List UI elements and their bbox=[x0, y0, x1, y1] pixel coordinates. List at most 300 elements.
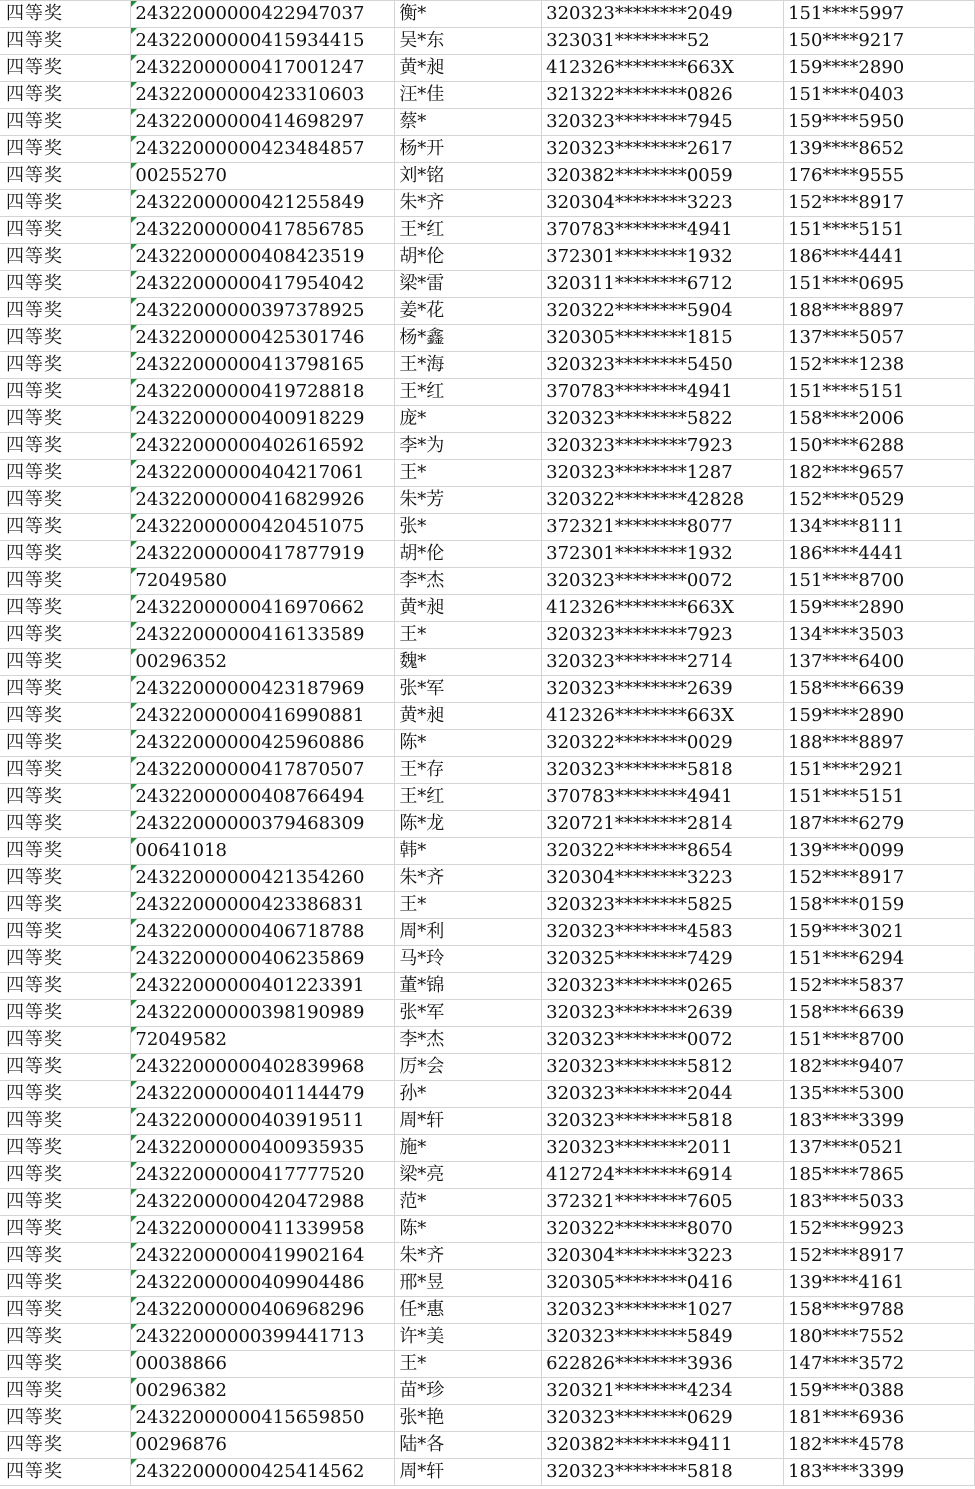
winner-name-cell[interactable]: 李*杰 bbox=[395, 1027, 542, 1054]
phone-cell[interactable]: 181****6936 bbox=[784, 1405, 975, 1432]
id-number-cell[interactable]: 320323********5812 bbox=[542, 1054, 784, 1081]
id-number-cell[interactable]: 320323********7945 bbox=[542, 109, 784, 136]
id-number-cell[interactable]: 323031********52 bbox=[542, 28, 784, 55]
winner-name-cell[interactable]: 姜*花 bbox=[395, 298, 542, 325]
ticket-number-cell[interactable]: 00255270 bbox=[131, 163, 395, 190]
winner-name-cell[interactable]: 朱*齐 bbox=[395, 865, 542, 892]
winner-name-cell[interactable]: 李*杰 bbox=[395, 568, 542, 595]
prize-cell[interactable]: 四等奖 bbox=[0, 109, 131, 136]
phone-cell[interactable]: 187****6279 bbox=[784, 811, 975, 838]
id-number-cell[interactable]: 412724********6914 bbox=[542, 1162, 784, 1189]
winner-name-cell[interactable]: 王*红 bbox=[395, 379, 542, 406]
ticket-number-cell[interactable]: 24322000000400918229 bbox=[131, 406, 395, 433]
ticket-number-cell[interactable]: 00296876 bbox=[131, 1432, 395, 1459]
ticket-number-cell[interactable]: 00641018 bbox=[131, 838, 395, 865]
ticket-number-cell[interactable]: 24322000000415659850 bbox=[131, 1405, 395, 1432]
ticket-number-cell[interactable]: 72049582 bbox=[131, 1027, 395, 1054]
ticket-number-cell[interactable]: 24322000000379468309 bbox=[131, 811, 395, 838]
prize-cell[interactable]: 四等奖 bbox=[0, 838, 131, 865]
phone-cell[interactable]: 159****2890 bbox=[784, 703, 975, 730]
id-number-cell[interactable]: 372321********7605 bbox=[542, 1189, 784, 1216]
ticket-number-cell[interactable]: 24322000000397378925 bbox=[131, 298, 395, 325]
id-number-cell[interactable]: 320323********2011 bbox=[542, 1135, 784, 1162]
phone-cell[interactable]: 159****2890 bbox=[784, 595, 975, 622]
table-row bbox=[0, 1459, 975, 1486]
phone-cell[interactable]: 176****9555 bbox=[784, 163, 975, 190]
id-number-cell[interactable]: 320304********3223 bbox=[542, 1243, 784, 1270]
prize-cell[interactable]: 四等奖 bbox=[0, 1, 131, 28]
phone-cell[interactable]: 182****9657 bbox=[784, 460, 975, 487]
id-number-cell[interactable]: 320323********5818 bbox=[542, 1108, 784, 1135]
prize-cell[interactable]: 四等奖 bbox=[0, 622, 131, 649]
winner-name-cell[interactable]: 朱*芳 bbox=[395, 487, 542, 514]
winner-name-cell[interactable]: 李*为 bbox=[395, 433, 542, 460]
phone-cell[interactable]: 183****3399 bbox=[784, 1459, 975, 1486]
prize-cell[interactable]: 四等奖 bbox=[0, 460, 131, 487]
prize-cell[interactable]: 四等奖 bbox=[0, 82, 131, 109]
id-number-cell[interactable]: 320323********7923 bbox=[542, 622, 784, 649]
phone-cell[interactable]: 151****0403 bbox=[784, 82, 975, 109]
ticket-number-cell[interactable]: 24322000000417870507 bbox=[131, 757, 395, 784]
winner-name-cell[interactable]: 王*红 bbox=[395, 217, 542, 244]
id-number-cell[interactable]: 320323********4583 bbox=[542, 919, 784, 946]
ticket-number-cell[interactable]: 24322000000414698297 bbox=[131, 109, 395, 136]
winner-name-cell[interactable]: 周*轩 bbox=[395, 1459, 542, 1486]
ticket-number-cell[interactable]: 24322000000401223391 bbox=[131, 973, 395, 1000]
phone-cell[interactable]: 182****4578 bbox=[784, 1432, 975, 1459]
ticket-number-cell[interactable]: 24322000000411339958 bbox=[131, 1216, 395, 1243]
prize-cell[interactable]: 四等奖 bbox=[0, 1027, 131, 1054]
ticket-number-cell[interactable]: 24322000000419902164 bbox=[131, 1243, 395, 1270]
id-number-cell[interactable]: 320323********2044 bbox=[542, 1081, 784, 1108]
id-number-cell[interactable]: 320382********0059 bbox=[542, 163, 784, 190]
id-number-cell[interactable]: 320323********5450 bbox=[542, 352, 784, 379]
table-row bbox=[0, 55, 975, 82]
prize-cell[interactable]: 四等奖 bbox=[0, 190, 131, 217]
winner-name-cell[interactable]: 张*军 bbox=[395, 1000, 542, 1027]
id-number-cell[interactable]: 370783********4941 bbox=[542, 784, 784, 811]
prize-cell[interactable]: 四等奖 bbox=[0, 514, 131, 541]
ticket-number-cell[interactable]: 24322000000416829926 bbox=[131, 487, 395, 514]
id-number-cell[interactable]: 412326********663X bbox=[542, 55, 784, 82]
ticket-number-cell[interactable]: 24322000000422947037 bbox=[131, 1, 395, 28]
id-number-cell[interactable]: 320323********5818 bbox=[542, 757, 784, 784]
phone-cell[interactable]: 152****8917 bbox=[784, 1243, 975, 1270]
phone-cell[interactable]: 159****5950 bbox=[784, 109, 975, 136]
phone-cell[interactable]: 152****0529 bbox=[784, 487, 975, 514]
prize-cell[interactable]: 四等奖 bbox=[0, 163, 131, 190]
table-row bbox=[0, 919, 975, 946]
phone-cell[interactable]: 151****6294 bbox=[784, 946, 975, 973]
winner-name-cell[interactable]: 魏* bbox=[395, 649, 542, 676]
ticket-number-cell[interactable]: 24322000000400935935 bbox=[131, 1135, 395, 1162]
prize-cell[interactable]: 四等奖 bbox=[0, 676, 131, 703]
ticket-number-cell[interactable]: 24322000000417954042 bbox=[131, 271, 395, 298]
table-row bbox=[0, 1081, 975, 1108]
winner-name-cell[interactable]: 许*美 bbox=[395, 1324, 542, 1351]
ticket-number-cell[interactable]: 24322000000423386831 bbox=[131, 892, 395, 919]
prize-cell[interactable]: 四等奖 bbox=[0, 1378, 131, 1405]
table-row bbox=[0, 892, 975, 919]
ticket-number-cell[interactable]: 24322000000409904486 bbox=[131, 1270, 395, 1297]
winner-name-cell[interactable]: 杨*开 bbox=[395, 136, 542, 163]
prize-cell[interactable]: 四等奖 bbox=[0, 244, 131, 271]
phone-cell[interactable]: 180****7552 bbox=[784, 1324, 975, 1351]
winner-name-cell[interactable]: 董*锦 bbox=[395, 973, 542, 1000]
prize-cell[interactable]: 四等奖 bbox=[0, 1081, 131, 1108]
prize-cell[interactable]: 四等奖 bbox=[0, 136, 131, 163]
id-number-cell[interactable]: 320321********4234 bbox=[542, 1378, 784, 1405]
id-number-cell[interactable]: 320323********5825 bbox=[542, 892, 784, 919]
prize-cell[interactable]: 四等奖 bbox=[0, 1432, 131, 1459]
phone-cell[interactable]: 158****9788 bbox=[784, 1297, 975, 1324]
table-row bbox=[0, 514, 975, 541]
ticket-number-cell[interactable]: 24322000000425301746 bbox=[131, 325, 395, 352]
ticket-number-cell[interactable]: 24322000000404217061 bbox=[131, 460, 395, 487]
prize-cell[interactable]: 四等奖 bbox=[0, 1000, 131, 1027]
phone-cell[interactable]: 159****2890 bbox=[784, 55, 975, 82]
id-number-cell[interactable]: 370783********4941 bbox=[542, 379, 784, 406]
winner-name-cell[interactable]: 吴*东 bbox=[395, 28, 542, 55]
ticket-number-cell[interactable]: 24322000000408766494 bbox=[131, 784, 395, 811]
id-number-cell[interactable]: 320323********5818 bbox=[542, 1459, 784, 1486]
id-number-cell[interactable]: 320323********5849 bbox=[542, 1324, 784, 1351]
winner-name-cell[interactable]: 马*玲 bbox=[395, 946, 542, 973]
table-row bbox=[0, 1432, 975, 1459]
id-number-cell[interactable]: 320323********0072 bbox=[542, 568, 784, 595]
ticket-number-cell[interactable]: 24322000000415934415 bbox=[131, 28, 395, 55]
prize-cell[interactable]: 四等奖 bbox=[0, 352, 131, 379]
prize-cell[interactable]: 四等奖 bbox=[0, 1054, 131, 1081]
id-number-cell[interactable]: 412326********663X bbox=[542, 703, 784, 730]
phone-cell[interactable]: 158****0159 bbox=[784, 892, 975, 919]
phone-cell[interactable]: 186****4441 bbox=[784, 541, 975, 568]
ticket-number-cell[interactable]: 24322000000419728818 bbox=[131, 379, 395, 406]
winner-name-cell[interactable]: 胡*伦 bbox=[395, 244, 542, 271]
ticket-number-cell[interactable]: 24322000000423484857 bbox=[131, 136, 395, 163]
prize-cell[interactable]: 四等奖 bbox=[0, 541, 131, 568]
id-number-cell[interactable]: 412326********663X bbox=[542, 595, 784, 622]
winner-name-cell[interactable]: 施* bbox=[395, 1135, 542, 1162]
winner-name-cell[interactable]: 刘*铭 bbox=[395, 163, 542, 190]
ticket-number-cell[interactable]: 24322000000420472988 bbox=[131, 1189, 395, 1216]
table-row bbox=[0, 109, 975, 136]
phone-cell[interactable]: 150****6288 bbox=[784, 433, 975, 460]
prize-cell[interactable]: 四等奖 bbox=[0, 811, 131, 838]
id-number-cell[interactable]: 320323********2049 bbox=[542, 1, 784, 28]
ticket-number-cell[interactable]: 24322000000413798165 bbox=[131, 352, 395, 379]
ticket-number-cell[interactable]: 24322000000416133589 bbox=[131, 622, 395, 649]
ticket-number-cell[interactable]: 24322000000417856785 bbox=[131, 217, 395, 244]
ticket-number-cell[interactable]: 00296352 bbox=[131, 649, 395, 676]
phone-cell[interactable]: 137****6400 bbox=[784, 649, 975, 676]
prize-cell[interactable]: 四等奖 bbox=[0, 487, 131, 514]
id-number-cell[interactable]: 320323********0072 bbox=[542, 1027, 784, 1054]
table-row bbox=[0, 406, 975, 433]
winner-name-cell[interactable]: 黄*昶 bbox=[395, 595, 542, 622]
phone-cell[interactable]: 159****0388 bbox=[784, 1378, 975, 1405]
prize-cell[interactable]: 四等奖 bbox=[0, 406, 131, 433]
id-number-cell[interactable]: 320322********8070 bbox=[542, 1216, 784, 1243]
prize-cell[interactable]: 四等奖 bbox=[0, 55, 131, 82]
winner-name-cell[interactable]: 范* bbox=[395, 1189, 542, 1216]
ticket-number-cell[interactable]: 24322000000423187969 bbox=[131, 676, 395, 703]
ticket-number-cell[interactable]: 00038866 bbox=[131, 1351, 395, 1378]
winner-name-cell[interactable]: 王* bbox=[395, 460, 542, 487]
phone-cell[interactable]: 183****5033 bbox=[784, 1189, 975, 1216]
winner-name-cell[interactable]: 邢*昱 bbox=[395, 1270, 542, 1297]
phone-cell[interactable]: 134****3503 bbox=[784, 622, 975, 649]
phone-cell[interactable]: 151****5997 bbox=[784, 1, 975, 28]
prize-cell[interactable]: 四等奖 bbox=[0, 1162, 131, 1189]
phone-cell[interactable]: 152****5837 bbox=[784, 973, 975, 1000]
winner-name-cell[interactable]: 梁*雷 bbox=[395, 271, 542, 298]
id-number-cell[interactable]: 320323********7923 bbox=[542, 433, 784, 460]
prize-cell[interactable]: 四等奖 bbox=[0, 379, 131, 406]
prize-cell[interactable]: 四等奖 bbox=[0, 703, 131, 730]
phone-cell[interactable]: 182****9407 bbox=[784, 1054, 975, 1081]
winner-name-cell[interactable]: 陆*各 bbox=[395, 1432, 542, 1459]
phone-cell[interactable]: 185****7865 bbox=[784, 1162, 975, 1189]
id-number-cell[interactable]: 370783********4941 bbox=[542, 217, 784, 244]
ticket-number-cell[interactable]: 24322000000406718788 bbox=[131, 919, 395, 946]
winner-name-cell[interactable]: 梁*亮 bbox=[395, 1162, 542, 1189]
winner-name-cell[interactable]: 胡*伦 bbox=[395, 541, 542, 568]
phone-cell[interactable]: 188****8897 bbox=[784, 730, 975, 757]
prize-cell[interactable]: 四等奖 bbox=[0, 1459, 131, 1486]
ticket-number-cell[interactable]: 00296382 bbox=[131, 1378, 395, 1405]
id-number-cell[interactable]: 320323********2639 bbox=[542, 676, 784, 703]
prize-cell[interactable]: 四等奖 bbox=[0, 595, 131, 622]
winner-name-cell[interactable]: 王* bbox=[395, 1351, 542, 1378]
id-number-cell[interactable]: 320305********0416 bbox=[542, 1270, 784, 1297]
prize-cell[interactable]: 四等奖 bbox=[0, 1216, 131, 1243]
id-number-cell[interactable]: 320311********6712 bbox=[542, 271, 784, 298]
phone-cell[interactable]: 151****5151 bbox=[784, 217, 975, 244]
table-row bbox=[0, 676, 975, 703]
winner-name-cell[interactable]: 王*红 bbox=[395, 784, 542, 811]
phone-cell[interactable]: 151****8700 bbox=[784, 568, 975, 595]
id-number-cell[interactable]: 320304********3223 bbox=[542, 190, 784, 217]
id-number-cell[interactable]: 372301********1932 bbox=[542, 244, 784, 271]
ticket-number-cell[interactable]: 24322000000416990881 bbox=[131, 703, 395, 730]
ticket-number-cell[interactable]: 24322000000417777520 bbox=[131, 1162, 395, 1189]
winner-name-cell[interactable]: 黄*昶 bbox=[395, 703, 542, 730]
phone-cell[interactable]: 151****8700 bbox=[784, 1027, 975, 1054]
id-number-cell[interactable]: 320323********0629 bbox=[542, 1405, 784, 1432]
ticket-number-cell[interactable]: 24322000000421255849 bbox=[131, 190, 395, 217]
phone-cell[interactable]: 159****3021 bbox=[784, 919, 975, 946]
winner-name-cell[interactable]: 王* bbox=[395, 892, 542, 919]
winner-name-cell[interactable]: 陈* bbox=[395, 1216, 542, 1243]
winner-name-cell[interactable]: 张*军 bbox=[395, 676, 542, 703]
phone-cell[interactable]: 183****3399 bbox=[784, 1108, 975, 1135]
ticket-number-cell[interactable]: 24322000000406968296 bbox=[131, 1297, 395, 1324]
ticket-number-cell[interactable]: 24322000000421354260 bbox=[131, 865, 395, 892]
winner-name-cell[interactable]: 朱*齐 bbox=[395, 1243, 542, 1270]
id-number-cell[interactable]: 320323********1027 bbox=[542, 1297, 784, 1324]
winner-name-cell[interactable]: 王*存 bbox=[395, 757, 542, 784]
phone-cell[interactable]: 186****4441 bbox=[784, 244, 975, 271]
id-number-cell[interactable]: 320322********42828 bbox=[542, 487, 784, 514]
winner-name-cell[interactable]: 周*利 bbox=[395, 919, 542, 946]
ticket-number-cell[interactable]: 24322000000401144479 bbox=[131, 1081, 395, 1108]
winner-name-cell[interactable]: 杨*鑫 bbox=[395, 325, 542, 352]
ticket-number-cell[interactable]: 72049580 bbox=[131, 568, 395, 595]
prize-cell[interactable]: 四等奖 bbox=[0, 217, 131, 244]
prize-cell[interactable]: 四等奖 bbox=[0, 1108, 131, 1135]
winner-name-cell[interactable]: 庞* bbox=[395, 406, 542, 433]
prize-cell[interactable]: 四等奖 bbox=[0, 1351, 131, 1378]
phone-cell[interactable]: 158****6639 bbox=[784, 676, 975, 703]
prize-cell[interactable]: 四等奖 bbox=[0, 1135, 131, 1162]
prize-cell[interactable]: 四等奖 bbox=[0, 325, 131, 352]
winner-name-cell[interactable]: 王*海 bbox=[395, 352, 542, 379]
id-number-cell[interactable]: 320305********1815 bbox=[542, 325, 784, 352]
id-number-cell[interactable]: 320382********9411 bbox=[542, 1432, 784, 1459]
table-row bbox=[0, 163, 975, 190]
table-row bbox=[0, 649, 975, 676]
prize-cell[interactable]: 四等奖 bbox=[0, 973, 131, 1000]
phone-cell[interactable]: 188****8897 bbox=[784, 298, 975, 325]
id-number-cell[interactable]: 320323********2639 bbox=[542, 1000, 784, 1027]
phone-cell[interactable]: 151****5151 bbox=[784, 784, 975, 811]
phone-cell[interactable]: 134****8111 bbox=[784, 514, 975, 541]
prize-cell[interactable]: 四等奖 bbox=[0, 568, 131, 595]
ticket-number-cell[interactable]: 24322000000423310603 bbox=[131, 82, 395, 109]
table-row bbox=[0, 352, 975, 379]
winner-name-cell[interactable]: 黄*昶 bbox=[395, 55, 542, 82]
phone-cell[interactable]: 137****0521 bbox=[784, 1135, 975, 1162]
winner-name-cell[interactable]: 张*艳 bbox=[395, 1405, 542, 1432]
prize-cell[interactable]: 四等奖 bbox=[0, 919, 131, 946]
prize-cell[interactable]: 四等奖 bbox=[0, 784, 131, 811]
winner-name-cell[interactable]: 孙* bbox=[395, 1081, 542, 1108]
id-number-cell[interactable]: 320325********7429 bbox=[542, 946, 784, 973]
ticket-number-cell[interactable]: 24322000000399441713 bbox=[131, 1324, 395, 1351]
winner-name-cell[interactable]: 王* bbox=[395, 622, 542, 649]
table-row bbox=[0, 1270, 975, 1297]
prize-cell[interactable]: 四等奖 bbox=[0, 433, 131, 460]
prize-cell[interactable]: 四等奖 bbox=[0, 1297, 131, 1324]
id-number-cell[interactable]: 320721********2814 bbox=[542, 811, 784, 838]
ticket-number-cell[interactable]: 24322000000425414562 bbox=[131, 1459, 395, 1486]
ticket-number-cell[interactable]: 24322000000398190989 bbox=[131, 1000, 395, 1027]
prize-cell[interactable]: 四等奖 bbox=[0, 649, 131, 676]
prize-cell[interactable]: 四等奖 bbox=[0, 1270, 131, 1297]
table-row bbox=[0, 433, 975, 460]
phone-cell[interactable]: 150****9217 bbox=[784, 28, 975, 55]
winner-name-cell[interactable]: 周*轩 bbox=[395, 1108, 542, 1135]
ticket-number-cell[interactable]: 24322000000403919511 bbox=[131, 1108, 395, 1135]
prize-cell[interactable]: 四等奖 bbox=[0, 298, 131, 325]
phone-cell[interactable]: 151****2921 bbox=[784, 757, 975, 784]
prize-cell[interactable]: 四等奖 bbox=[0, 1405, 131, 1432]
id-number-cell[interactable]: 320323********1287 bbox=[542, 460, 784, 487]
ticket-number-cell[interactable]: 24322000000402616592 bbox=[131, 433, 395, 460]
phone-cell[interactable]: 139****8652 bbox=[784, 136, 975, 163]
id-number-cell[interactable]: 320323********2714 bbox=[542, 649, 784, 676]
table-row bbox=[0, 865, 975, 892]
phone-cell[interactable]: 151****0695 bbox=[784, 271, 975, 298]
table-row bbox=[0, 1324, 975, 1351]
table-row bbox=[0, 1405, 975, 1432]
winner-name-cell[interactable]: 张* bbox=[395, 514, 542, 541]
prize-cell[interactable]: 四等奖 bbox=[0, 271, 131, 298]
phone-cell[interactable]: 152****8917 bbox=[784, 865, 975, 892]
phone-cell[interactable]: 158****2006 bbox=[784, 406, 975, 433]
prize-cell[interactable]: 四等奖 bbox=[0, 865, 131, 892]
table-row bbox=[0, 136, 975, 163]
table-row bbox=[0, 217, 975, 244]
prize-cell[interactable]: 四等奖 bbox=[0, 28, 131, 55]
id-number-cell[interactable]: 622826********3936 bbox=[542, 1351, 784, 1378]
winner-name-cell[interactable]: 朱*齐 bbox=[395, 190, 542, 217]
id-number-cell[interactable]: 320323********5822 bbox=[542, 406, 784, 433]
prize-cell[interactable]: 四等奖 bbox=[0, 730, 131, 757]
ticket-number-cell[interactable]: 24322000000406235869 bbox=[131, 946, 395, 973]
winner-name-cell[interactable]: 衡* bbox=[395, 1, 542, 28]
phone-cell[interactable]: 158****6639 bbox=[784, 1000, 975, 1027]
id-number-cell[interactable]: 372301********1932 bbox=[542, 541, 784, 568]
winner-name-cell[interactable]: 陈* bbox=[395, 730, 542, 757]
phone-cell[interactable]: 152****9923 bbox=[784, 1216, 975, 1243]
winner-name-cell[interactable]: 韩* bbox=[395, 838, 542, 865]
table-row bbox=[0, 703, 975, 730]
id-number-cell[interactable]: 320322********8654 bbox=[542, 838, 784, 865]
phone-cell[interactable]: 137****5057 bbox=[784, 325, 975, 352]
ticket-number-cell[interactable]: 24322000000408423519 bbox=[131, 244, 395, 271]
prize-cell[interactable]: 四等奖 bbox=[0, 1324, 131, 1351]
phone-cell[interactable]: 139****0099 bbox=[784, 838, 975, 865]
prize-cell[interactable]: 四等奖 bbox=[0, 1189, 131, 1216]
table-row bbox=[0, 460, 975, 487]
prize-cell[interactable]: 四等奖 bbox=[0, 946, 131, 973]
phone-cell[interactable]: 152****8917 bbox=[784, 190, 975, 217]
table-row bbox=[0, 568, 975, 595]
prize-cell[interactable]: 四等奖 bbox=[0, 892, 131, 919]
winner-name-cell[interactable]: 蔡* bbox=[395, 109, 542, 136]
ticket-number-cell[interactable]: 24322000000402839968 bbox=[131, 1054, 395, 1081]
ticket-number-cell[interactable]: 24322000000416970662 bbox=[131, 595, 395, 622]
prize-cell[interactable]: 四等奖 bbox=[0, 1243, 131, 1270]
prize-cell[interactable]: 四等奖 bbox=[0, 757, 131, 784]
phone-cell[interactable]: 135****5300 bbox=[784, 1081, 975, 1108]
ticket-number-cell[interactable]: 24322000000417001247 bbox=[131, 55, 395, 82]
id-number-cell[interactable]: 320323********2617 bbox=[542, 136, 784, 163]
id-number-cell[interactable]: 320304********3223 bbox=[542, 865, 784, 892]
id-number-cell[interactable]: 372321********8077 bbox=[542, 514, 784, 541]
phone-cell[interactable]: 152****1238 bbox=[784, 352, 975, 379]
ticket-number-cell[interactable]: 24322000000417877919 bbox=[131, 541, 395, 568]
ticket-number-cell[interactable]: 24322000000420451075 bbox=[131, 514, 395, 541]
id-number-cell[interactable]: 321322********0826 bbox=[542, 82, 784, 109]
winner-name-cell[interactable]: 任*惠 bbox=[395, 1297, 542, 1324]
table-row bbox=[0, 1135, 975, 1162]
phone-cell[interactable]: 139****4161 bbox=[784, 1270, 975, 1297]
winner-name-cell[interactable]: 汪*佳 bbox=[395, 82, 542, 109]
table-row bbox=[0, 838, 975, 865]
phone-cell[interactable]: 147****3572 bbox=[784, 1351, 975, 1378]
id-number-cell[interactable]: 320323********0265 bbox=[542, 973, 784, 1000]
winner-name-cell[interactable]: 苗*珍 bbox=[395, 1378, 542, 1405]
phone-cell[interactable]: 151****5151 bbox=[784, 379, 975, 406]
ticket-number-cell[interactable]: 24322000000425960886 bbox=[131, 730, 395, 757]
winner-name-cell[interactable]: 厉*会 bbox=[395, 1054, 542, 1081]
id-number-cell[interactable]: 320322********5904 bbox=[542, 298, 784, 325]
id-number-cell[interactable]: 320322********0029 bbox=[542, 730, 784, 757]
winner-name-cell[interactable]: 陈*龙 bbox=[395, 811, 542, 838]
